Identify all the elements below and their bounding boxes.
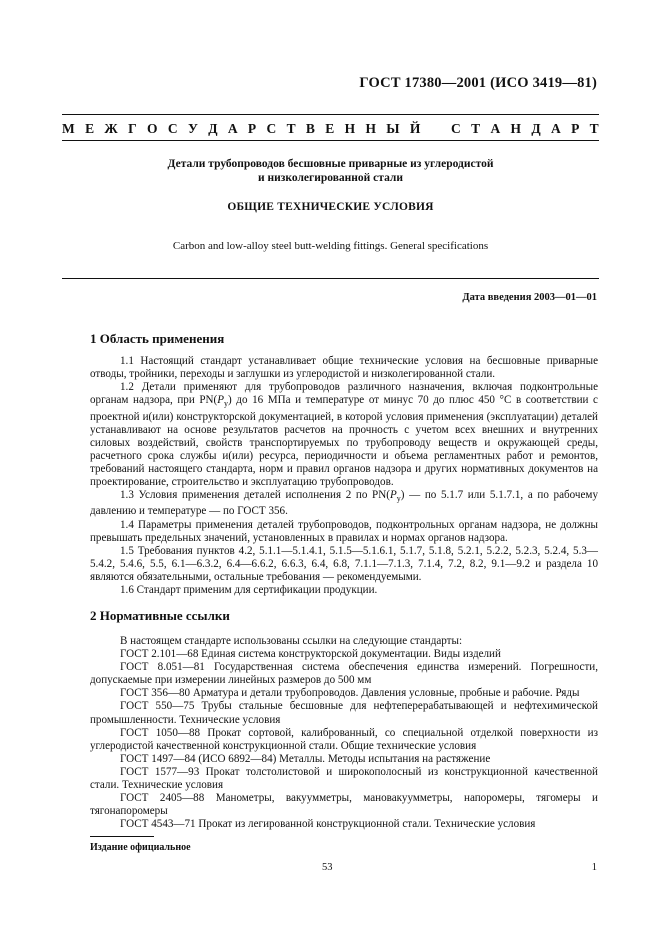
banner-letter: В	[305, 121, 315, 136]
reference-item: ГОСТ 1050—88 Прокат сортовой, калиброванный, со специальной отделкой поверхности из углеродистой качественной конструкционной стали. Общие технические условия	[90, 726, 598, 752]
banner-letter: Н	[365, 121, 376, 136]
english-title: Carbon and low-alloy steel butt-welding fittings. General specifications	[172, 240, 489, 252]
page-number: 53	[322, 862, 333, 873]
banner-letter: Е	[325, 121, 335, 136]
reference-item: ГОСТ 550—75 Трубы стальные бесшовные для нефтеперерабатывающей и нефтехимической промышленности. Технические условия	[90, 700, 598, 726]
banner-letter: С	[451, 121, 461, 136]
banner-letter: Т	[589, 121, 599, 136]
banner-letter: Ы	[386, 121, 400, 136]
banner-letter: Е	[85, 121, 95, 136]
banner-letter: Г	[128, 121, 137, 136]
document-subtitle: ОБЩИЕ ТЕХНИЧЕСКИЕ УСЛОВИЯ	[227, 201, 434, 213]
references-intro: В настоящем стандарте использованы ссылки на следующие стандарты:	[120, 635, 463, 647]
clause-1-2: 1.2 Детали применяют для трубопроводов различного назначения, включая подконтрольные органам надзора, при $PN(P_y)$ до 16 МПа и температуре от минус 70 до плюс 450 °С в соответствии с проектной и(или) конструкторской документацией, в которой условия применения (эксплуатации) деталей устанавливают на основе результатов расчетов на прочность с учетом всех внешних и внутренних силовых воздействий, свойств транспортируемых по трубопроводу веществ и окружающей среды, расчетного срока службы и(или) ресурса, периодичности и объема регламентных работ и ремонтов, требований настоящего стандарта, норм и правил органов надзора и других нормативных документов на проектирование, строительство и эксплуатацию трубопроводов.	[90, 381, 598, 489]
banner-letter: Й	[409, 121, 421, 136]
introduction-date: Дата введения 2003—01—01	[462, 292, 597, 303]
banner-letter: Ж	[104, 121, 118, 136]
banner-letter: А	[551, 121, 561, 136]
interstate-standard-banner	[62, 121, 599, 137]
banner-letter: Р	[247, 121, 257, 136]
banner-letter: С	[266, 121, 277, 136]
official-edition-label: Издание официальное	[90, 842, 191, 853]
footer-rule	[90, 836, 154, 837]
title-rule	[62, 278, 599, 279]
reference-item: ГОСТ 8.051—81 Государственная система обеспечения единства измерений. Погрешности, допускаемые при измерении линейных размеров до 500 мм	[90, 661, 598, 687]
banner-letter: О	[147, 121, 158, 136]
references-list	[90, 648, 598, 831]
banner-letter: У	[187, 121, 198, 136]
title-line-1: Детали трубопроводов бесшовные приварные из углеродистой	[167, 158, 494, 170]
banner-letter: Н	[510, 121, 522, 136]
banner-letter: М	[62, 121, 75, 136]
section-1-heading: 1 Область применения	[90, 331, 225, 346]
sheet-number: 1	[591, 862, 597, 873]
reference-item: ГОСТ 2405—88 Манометры, вакуумметры, мановакуумметры, напоромеры, тягомеры и тягонапоромеры	[90, 792, 598, 818]
banner-word-gap	[431, 121, 441, 137]
clause-1-1: 1.1 Настоящий стандарт устанавливает общие технические условия на бесшовные приварные отводы, тройники, переходы и заглушки из углеродистой и низколегированной стали.	[90, 355, 598, 381]
banner-top-rule	[62, 114, 599, 115]
standard-code: ГОСТ 17380—2001 (ИСО 3419—81)	[359, 75, 597, 91]
reference-item: ГОСТ 4543—71 Прокат из легированной конструкционной стали. Технические условия	[120, 818, 536, 831]
banner-letter: Н	[344, 121, 356, 136]
clause-1-5: 1.5 Требования пунктов 4.2, 5.1.1—5.1.4.1, 5.1.5—5.1.6.1, 5.1.7, 5.1.8, 5.2.1, 5.2.2, 5.2.3, 5.2.4, 5.3—5.4.2, 5.4.6, 5.5, 6.1—6.3.2, 6.4—6.6.2, 6.6.3, 6.4, 6.8, 7.1.1—7.1.3, 7.1.4, 7.2, 8.2, 9.1—9.2 и раздела 10 являются обязательными, остальные требования — рекомендуемыми.	[90, 544, 598, 583]
banner-letter: Т	[286, 121, 296, 136]
reference-item: ГОСТ 356—80 Арматура и детали трубопроводов. Давления условные, пробные и рабочие. Ряды	[120, 687, 580, 700]
clause-1-3: 1.3 Условия применения деталей исполнения 2 по $PN(P_y)$ — по 5.1.7 или 5.1.7.1, а по рабочему давлению и температуре — по ГОСТ 356.	[90, 489, 598, 518]
document-title	[62, 157, 599, 185]
banner-letter: А	[227, 121, 238, 136]
clause-1-6: 1.6 Стандарт применим для сертификации продукции.	[120, 584, 378, 597]
banner-letter: Д	[531, 121, 541, 136]
reference-item: ГОСТ 2.101—68 Единая система конструкторской документации. Виды изделий	[120, 648, 501, 661]
banner-letter: С	[167, 121, 178, 136]
title-line-2: и низколегированной стали	[258, 172, 403, 184]
reference-item: ГОСТ 1497—84 (ИСО 6892—84) Металлы. Методы испытания на растяжение	[120, 752, 491, 765]
reference-item: ГОСТ 1577—93 Прокат толстолистовой и широкополосный из конструкционной качественной стали. Технические условия	[90, 765, 598, 792]
banner-letter: Т	[471, 121, 481, 136]
clause-1-4: 1.4 Параметры применения деталей трубопроводов, подконтрольных органам надзора, не должны превышать предельных значений, установленных в правилах и нормах органов надзора.	[90, 518, 598, 544]
section-1-body	[90, 355, 598, 597]
banner-letter: Д	[208, 121, 218, 136]
banner-letter: Р	[571, 121, 580, 136]
banner-letter: А	[490, 121, 501, 136]
banner-bottom-rule	[62, 140, 599, 141]
section-2-heading: 2 Нормативные ссылки	[90, 608, 230, 623]
section-2-body	[90, 635, 598, 831]
